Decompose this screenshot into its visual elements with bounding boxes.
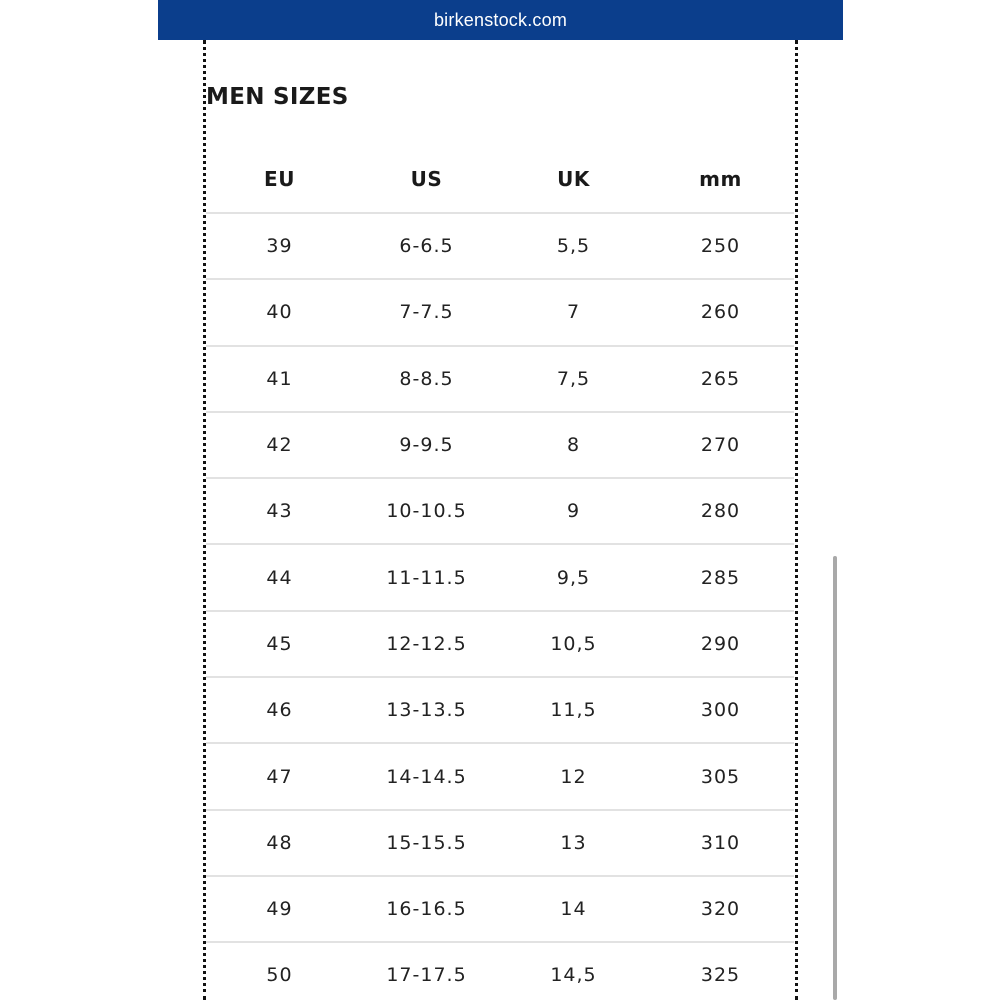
cell-uk: 11,5 [550,699,597,722]
cell-uk: 13 [560,831,587,854]
cell-uk: 14,5 [550,964,597,987]
table-row [206,347,794,413]
cell-uk: 9 [566,500,581,523]
column-header-eu: EU [264,167,295,191]
column-header-mm: mm [699,167,742,191]
table-body [206,214,794,1000]
cell-eu: 49 [266,898,293,921]
cell-us: 13-13.5 [386,699,467,722]
cell-mm: 285 [700,566,741,589]
cell-eu: 41 [266,367,293,390]
table-row [206,612,794,678]
cell-us: 17-17.5 [386,964,467,987]
cell-mm: 290 [700,632,741,655]
table-row [206,877,794,943]
cell-eu: 44 [266,566,293,589]
column-header-uk: UK [557,167,590,191]
table-row [206,678,794,744]
url-domain: birkenstock.com [433,9,568,30]
cell-mm: 300 [700,699,741,722]
url-bar[interactable] [158,0,843,40]
section-title: MEN SIZES [206,84,349,110]
table-row [206,413,794,479]
cell-us: 8-8.5 [399,367,454,390]
cell-eu: 50 [266,964,293,987]
table-row [206,214,794,280]
cell-us: 6-6.5 [399,235,454,258]
cell-us: 9-9.5 [399,434,454,457]
cell-eu: 48 [266,831,293,854]
cell-mm: 325 [700,964,741,987]
cell-uk: 10,5 [550,632,597,655]
cell-mm: 280 [700,500,741,523]
cell-mm: 270 [700,434,741,457]
cell-eu: 47 [266,765,293,788]
cell-uk: 5,5 [556,235,591,258]
cell-eu: 40 [266,301,293,324]
cell-us: 10-10.5 [386,500,467,523]
cell-uk: 9,5 [556,566,591,589]
scrollbar[interactable] [833,556,837,1000]
cell-eu: 46 [266,699,293,722]
cell-mm: 265 [700,367,741,390]
cell-uk: 7,5 [556,367,591,390]
cell-eu: 45 [266,632,293,655]
cell-uk: 12 [560,765,587,788]
column-header-us: US [410,167,443,191]
table-row [206,479,794,545]
cell-uk: 7 [566,301,581,324]
cell-mm: 260 [700,301,741,324]
cell-uk: 14 [560,898,587,921]
cell-us: 14-14.5 [386,765,467,788]
table-row [206,280,794,346]
cell-eu: 39 [266,235,293,258]
dotted-border-right [795,40,798,1000]
cell-uk: 8 [566,434,581,457]
cell-mm: 250 [700,235,741,258]
cell-us: 16-16.5 [386,898,467,921]
table-row [206,811,794,877]
cell-mm: 310 [700,831,741,854]
cell-us: 15-15.5 [386,831,467,854]
table-row [206,545,794,611]
cell-mm: 305 [700,765,741,788]
table-row [206,943,794,1000]
cell-us: 12-12.5 [386,632,467,655]
table-header-row [206,146,794,214]
table-row [206,744,794,810]
cell-mm: 320 [700,898,741,921]
cell-us: 11-11.5 [386,566,467,589]
cell-eu: 42 [266,434,293,457]
cell-eu: 43 [266,500,293,523]
size-table [206,146,794,1000]
cell-us: 7-7.5 [399,301,454,324]
